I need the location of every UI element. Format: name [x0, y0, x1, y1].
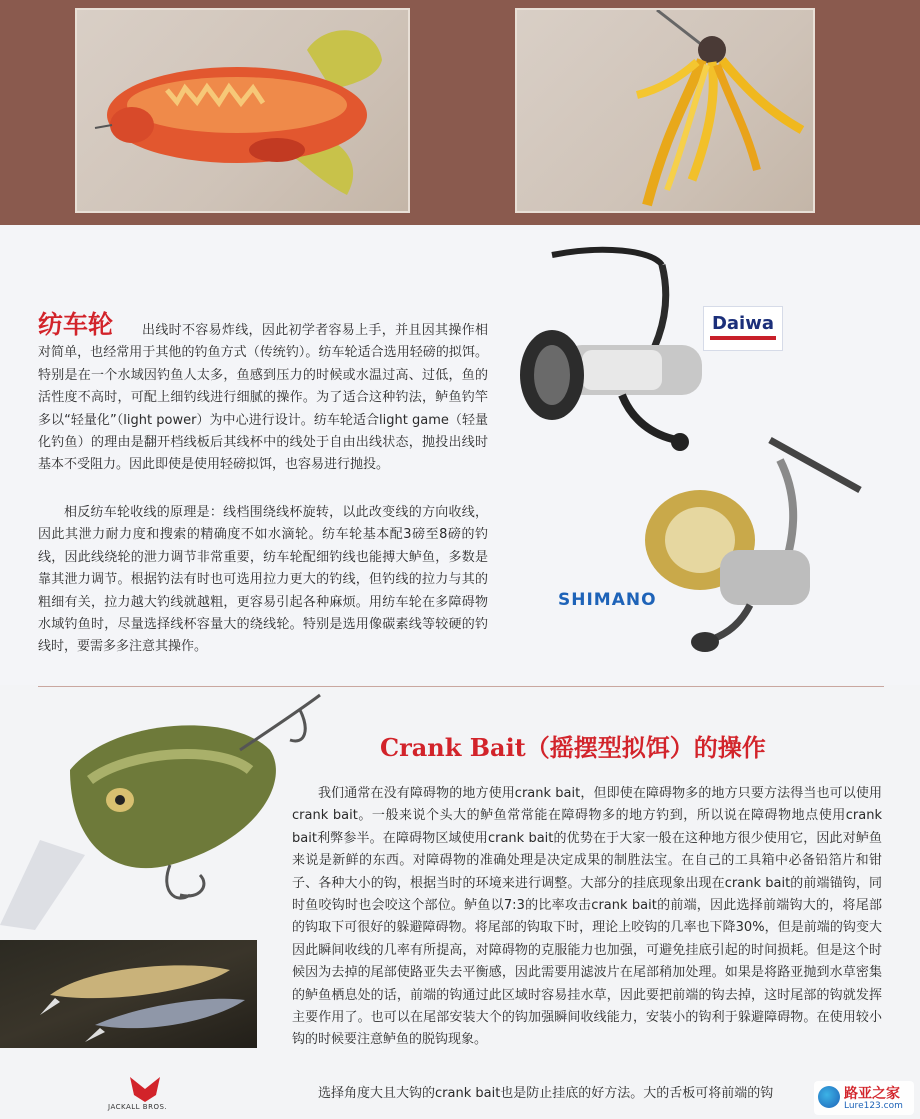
frog-lure-photo — [75, 8, 410, 213]
frog-lure-image — [77, 10, 408, 211]
jackall-logo-icon — [126, 1075, 164, 1103]
daiwa-logo-text: Daiwa — [711, 313, 775, 334]
shimano-logo: SHIMANO — [558, 590, 657, 610]
shimano-reel-image — [630, 430, 865, 655]
spinning-reel-paragraph-1: 出线时不容易炸线，因此初学者容易上手，并且因其操作相对简单，也经常用于其他的钓鱼方式（传统钓）。纺车轮适合选用轻磅的拟饵。特别是在一个水域因钓鱼人太多，鱼感到压力的时候或水温过高、过低，鱼的活性度不高时，可配上细钓线进行细腻的操作。为了适合这种钓法，鲈鱼钓竿多以“轻量化”（light power）为中心进行设计。纺车轮适合light game（轻量化钓鱼）的理由是翻开档线板后其线杯中的线处于自由出线状态，抛投出线时基本不受阻力。因此即使是使用轻磅拟饵，也容易进行抛投。 — [38, 323, 488, 473]
minnow-lures-photo — [0, 940, 257, 1048]
crank-bait-last-line: 选择角度大且大钩的crank bait也是防止挂底的好方法。大的舌板可将前端的钩 — [318, 1086, 774, 1101]
top-banner — [0, 0, 920, 225]
section-divider — [38, 686, 884, 687]
crank-bait-paragraph: 我们通常在没有障碍物的地方使用crank bait，但即使在障碍物多的地方只要方法得当也可以使用crank bait。一般来说个头大的鲈鱼常常能在障碍物多的地方钓到，所以说在障碍物地点使用crank bait利弊参半。在障碍物区域使用crank bait的优势在于大家一般在这种地方很少使用它，因此对鲈鱼来说是新鲜的东西。对障碍物的准确处理是决定成果的制胜法宝。在自己的工具箱中必备铅箔片和钳子、各种大小的钩，根据当时的环境来进行调整。大部分的挂底现象出现在crank bait的前端锚钩，同时鱼咬钩时也会咬这个部位。鲈鱼以7:3的比率攻击crank bait的前端，因此选择前端钩大的，将尾部的钩取下可很好的躲避障碍物。将尾部的钩取下时，理论上咬钩的几率也下降30%，但是前端的钩变大因此瞬间收线的几率有所提高，对障碍物的克服能力也加强，可避免挂底引起的时间损耗。但是这个时候因为去掉的尾部使路亚失去平衡感，因此需要用滤波片在尾部稍加处理。如果是将路亚抛到水草密集的鲈鱼栖息处的话，前端的钩通过此区域时容易挂水草，因此要把前端的钩去掉，这时尾部的钩就发挥主要作用了。也可以在尾部安装大个的钩加强瞬间收线能力，安装小的钩利于躲避障碍物。在使用较小钩的时候要注意鲈鱼的脱钩现象。 — [292, 786, 882, 1048]
crank-bait-heading: Crank Bait（摇摆型拟饵）的操作 — [380, 733, 766, 762]
skirt-jig-image — [517, 10, 813, 211]
skirt-jig-photo — [515, 8, 815, 213]
jackall-logo-text: JACKALL BROS. — [108, 1103, 168, 1111]
site-logo-icon — [818, 1086, 840, 1108]
site-watermark-title: 路亚之家 — [844, 1086, 900, 1102]
crank-bait-lure-image — [0, 690, 335, 935]
spinning-reel-heading: 纺车轮 — [38, 310, 114, 339]
daiwa-logo — [703, 306, 783, 351]
site-watermark-url: Lure123.com — [844, 1101, 903, 1111]
daiwa-reel-image — [512, 245, 712, 455]
daiwa-logo-bar — [710, 336, 776, 340]
site-watermark — [814, 1081, 914, 1115]
spinning-reel-paragraph-2: 相反纺车轮收线的原理是：线档围绕线杯旋转，以此改变线的方向收线，因此其泄力耐力度和搜索的精确度不如水滴轮。纺车轮基本配3磅至8磅的钓线，因此线绕轮的泄力调节非常重要，纺车轮配细钓线也能搏大鲈鱼，多数是靠其泄力调节。根据钓法有时也可选用拉力更大的钓线，但钓线的拉力与其的粗细有关，拉力越大钓线就越粗，更容易引起各种麻烦。用纺车轮在多障碍物水域钓鱼时，尽量选择线杯容量大的绕线轮。特别是选用像碳素线等较硬的钓线时，要需多多注意其操作。 — [38, 505, 488, 655]
minnow-lures-image — [0, 940, 257, 1048]
